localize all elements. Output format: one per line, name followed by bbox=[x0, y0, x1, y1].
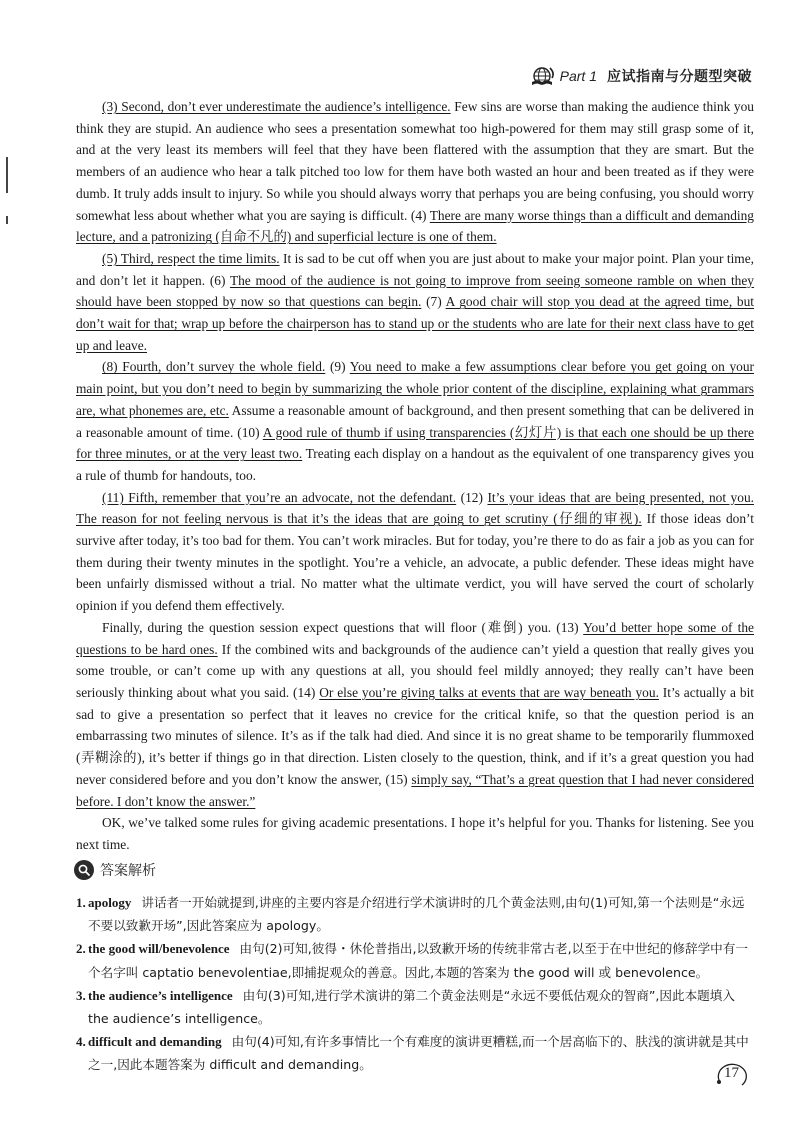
paragraph-text: (7) bbox=[421, 294, 446, 310]
transcript-paragraph bbox=[76, 812, 754, 855]
transcript-paragraph bbox=[76, 617, 754, 812]
part-label: Part 1 bbox=[559, 68, 597, 84]
underlined-sentence: (3) Second, don’t ever underestimate the audience’s intelligence. bbox=[102, 99, 451, 114]
underlined-sentence: (8) Fourth, don’t survey the whole field. bbox=[102, 359, 326, 375]
answer-number: 2. bbox=[76, 941, 86, 957]
transcript-paragraph bbox=[76, 487, 754, 617]
page-header bbox=[530, 64, 752, 88]
transcript-paragraph bbox=[76, 248, 754, 357]
part-title: 应试指南与分题型突破 bbox=[607, 69, 752, 85]
answer-item bbox=[76, 937, 756, 983]
answer-section-header bbox=[74, 860, 156, 880]
paragraph-text: If those ideas don’t survive after today, it’s too bad for them. You can’t work miracles. But for today, you’re there to do as fair a job as you can for them during their twenty minutes in the spotlight. You’re a vehicle, an advocate, a public defender. These ideas might have been unfairly dismissed without a trial. No matter what the ultimate verdict, you will have served the court of scholarly opinion if you defend them effectively. bbox=[76, 511, 754, 614]
underlined-sentence: You need to make a few assumptions clear before you get going on your main point, but you don’t need to begin by summarizing the whole prior content of the discipline, explaining what grammars are, what phonemes are, etc. bbox=[76, 359, 755, 418]
answer-section-title: 答案解析 bbox=[100, 863, 156, 879]
answer-key: the audience’s intelligence bbox=[88, 987, 233, 1003]
transcript-body bbox=[76, 96, 754, 856]
underlined-sentence: The mood of the audience is not going to improve from seeing someone ramble on when they should have been stopped by now so that questions can begin. bbox=[76, 272, 755, 310]
answer-body bbox=[88, 937, 756, 983]
answer-body bbox=[88, 1030, 756, 1076]
underlined-sentence: Or else you’re giving talks at events that are way beneath you. bbox=[319, 684, 659, 700]
answer-list bbox=[76, 891, 756, 1077]
underlined-sentence: (11) Fifth, remember that you’re an advocate, not the defendant. bbox=[102, 489, 457, 505]
underlined-sentence: simply say, “That’s a great question that I had never considered before. I don’t know the answer.” bbox=[76, 771, 755, 809]
answer-body bbox=[88, 891, 756, 937]
answer-explanation: 由句(4)可知,有许多事情比一个有难度的演讲更糟糕,而一个居高临下的、肤浅的演讲就是其中之一,因此本题答案为 difficult and demanding。 bbox=[88, 1034, 749, 1073]
page-number: 17 bbox=[724, 1065, 739, 1081]
margin-mark bbox=[6, 157, 8, 193]
answer-item bbox=[76, 1030, 756, 1076]
magnifier-icon bbox=[74, 860, 94, 880]
underlined-sentence: There are many worse things than a difficult and demanding lecture, and a patronizing (自命不凡的) and superficial lecture is one of them. bbox=[76, 207, 754, 245]
transcript-paragraph bbox=[76, 96, 754, 248]
answer-number: 3. bbox=[76, 987, 86, 1003]
paragraph-text: If the combined wits and backgrounds of the audience can’t yield a question that really gives you some trouble, or can’t come up with any questions at all, you should feel mildly annoyed; they really can’t have been seriously thinking about what you said. (14) bbox=[76, 641, 754, 700]
paragraph-text: It’s actually a bit sad to give a presentation so perfect that it leaves no crevice for the critical knife, so that the question period is an embarrassing two minutes of silence. It’s as if the talk had died. And since it is no great shame to be temporarily flummoxed (弄糊涂的), it’s better if things go in that direction. Listen closely to the question, think, and if it’s a great question you had never considered before and you don’t know the answer, (15) bbox=[76, 684, 755, 787]
answer-item bbox=[76, 891, 756, 937]
paragraph-text: Finally, during the question session expect questions that will floor (难倒) you. (13) bbox=[102, 619, 584, 635]
underlined-sentence: A good rule of thumb if using transparencies (幻灯片) is that each one should be up there for three minutes, or at the very least two. bbox=[76, 424, 754, 462]
answer-explanation: 讲话者一开始就提到,讲座的主要内容是介绍进行学术演讲时的几个黄金法则,由句(1)可知,第一个法则是“永远不要以致歉开场”,因此答案应为 apology。 bbox=[88, 895, 745, 934]
book-globe-icon bbox=[530, 64, 558, 88]
margin-mark bbox=[6, 216, 8, 224]
paragraph-text: OK, we’ve talked some rules for giving academic presentations. I hope it’s helpful for you. Thanks for listening. See you next time. bbox=[76, 815, 754, 852]
answer-explanation: 由句(2)可知,彼得・休伦普指出,以致歉开场的传统非常古老,以至于在中世纪的修辞学中有一个名字叫 captatio benevolentiae,即捕捉观众的善意。因此,本题的答案为 the good will 或 benevolence。 bbox=[88, 941, 748, 980]
answer-number: 1. bbox=[76, 895, 86, 910]
answer-item bbox=[76, 984, 756, 1030]
underlined-sentence: You’d better hope some of the questions to be hard ones. bbox=[76, 619, 754, 657]
paragraph-text: Treating each display on a handout as the equivalent of one transparency gives you a rule of thumb for handouts, too. bbox=[76, 446, 754, 483]
paragraph-text: Assume a reasonable amount of background, and then present something that can be delivered in a reasonable amount of time. (10) bbox=[76, 402, 754, 440]
transcript-paragraph bbox=[76, 356, 754, 486]
answer-body bbox=[88, 984, 756, 1030]
paragraph-text: (12) bbox=[456, 489, 488, 505]
answer-number: 4. bbox=[76, 1034, 86, 1050]
page-number-badge bbox=[714, 1060, 754, 1088]
paragraph-text: Few sins are worse than making the audience think you think they are stupid. An audience who sees a presentation somewhat too high-powered for them may still grasp some of it, and at the very least its members will feel that they have been flattered with the assumption that they are smart. But the members of an audience who hear a talk pitched too low for them have both wasted an hour and been treated as if they were dumb. It truly adds insult to injury. So while you should always worry that perhaps you are being confusing, you should worry somewhat less about whether what you are saying is difficult. (4) bbox=[76, 99, 754, 223]
answer-key: the good will/benevolence bbox=[88, 941, 230, 957]
underlined-sentence: (5) Third, respect the time limits. bbox=[102, 250, 280, 266]
underlined-sentence: The reason for not feeling nervous is that it’s the ideas that are going to get scrutiny (仔细的审视). bbox=[76, 511, 642, 527]
answer-key: apology bbox=[88, 895, 132, 910]
underlined-sentence: It’s your ideas that are being presented, not you. bbox=[487, 489, 754, 505]
answer-explanation: 由句(3)可知,进行学术演讲的第二个黄金法则是“永远不要低估观众的智商”,因此本题填入 the audience’s intelligence。 bbox=[88, 987, 735, 1027]
answer-key: difficult and demanding bbox=[88, 1034, 222, 1050]
paragraph-text: (9) bbox=[325, 359, 350, 375]
underlined-sentence: A good chair will stop you dead at the agreed time, but don’t wait for that; wrap up before the chairperson has to stand up or the students who are late for their next class have to get up and leave. bbox=[76, 294, 755, 353]
paragraph-text: It is sad to be cut off when you are just about to make your major point. Plan your time, and don’t let it happen. (6) bbox=[76, 250, 754, 288]
